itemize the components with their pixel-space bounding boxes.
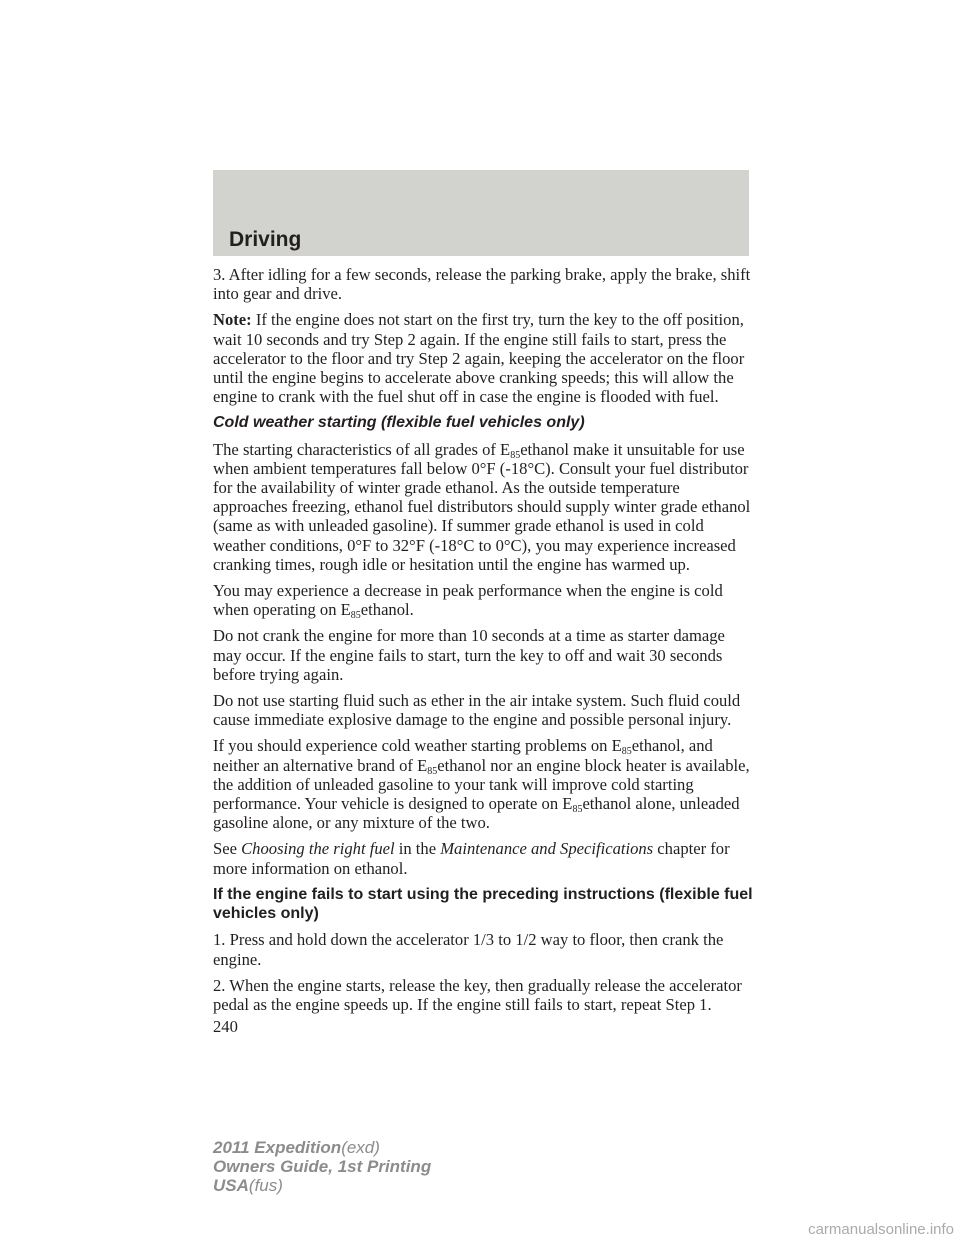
paragraph-step-2: 2. When the engine starts, release the key, then gradually release the accelerator pedal as the engine speeds up. If the engine still fails to start, repeat Step 1. xyxy=(213,975,742,1014)
footer-line-3: USA(fus) xyxy=(213,1176,283,1195)
subscript-85: 85 xyxy=(350,610,361,622)
footer-print-info xyxy=(213,1138,431,1195)
paragraph-step-1: 1. Press and hold down the accelerator 1/3 to 1/2 way to floor, then crank the engine. xyxy=(213,930,724,969)
reference-maintenance-chapter: Maintenance and Specifications xyxy=(440,839,658,859)
subscript-85: 85 xyxy=(572,804,583,816)
page-content xyxy=(213,265,753,1036)
page-number: 240 xyxy=(213,1017,238,1037)
paragraph-note xyxy=(213,310,753,406)
paragraph-cold-starting-problems: If you should experience cold weather starting problems on $E_{85}ethanol$, and neither an alternative brand of $E_{85}ethanol$ nor an engine block heater is available, the addition of unleaded gasoline to your tank will improve cold starting performance. Your vehicle is designed to operate on $E_{85}ethanol$ alone, unleaded gasoline alone, or any mixture of the two. xyxy=(213,736,750,833)
paragraph-see-reference: See Choosing the right fuel in the Maintenance and Specifications chapter for more information on ethanol. xyxy=(213,839,730,878)
heading-engine-fails: If the engine fails to start using the preceding instructions (flexible fuel vehicles only) xyxy=(213,885,753,923)
subscript-85: 85 xyxy=(510,449,521,461)
section-header-band xyxy=(213,170,749,256)
paragraph-starting-characteristics: The starting characteristics of all grades of $E_{85}ethanol$ make it unsuitable for use when ambient temperatures fall below 0°F (-18°C). Consult your fuel distributor for the availability of winter grade ethanol. As the outside temperature approaches freezing, ethanol fuel distributors should supply winter grade ethanol (same as with unleaded gasoline). If summer grade ethanol is used in cold weather conditions, 0°F to 32°F (-18°C to 0°C), you may experience increased cranking times, rough idle or hesitation until the engine has warmed up. xyxy=(213,439,751,574)
note-label: Note: xyxy=(213,310,256,330)
subscript-85: 85 xyxy=(427,765,438,777)
subscript-85: 85 xyxy=(621,746,632,758)
paragraph-crank-limit: Do not crank the engine for more than 10 seconds at a time as starter damage may occur. If the engine fails to start, turn the key to off and wait 30 seconds before trying again. xyxy=(213,626,725,684)
footer-line-2: Owners Guide, 1st Printing xyxy=(213,1157,432,1176)
paragraph-peak-performance: You may experience a decrease in peak performance when the engine is cold when operating on $E_{85}ethanol$. xyxy=(213,581,723,622)
paragraph-step-3: 3. After idling for a few seconds, release the parking brake, apply the brake, shift into gear and drive. xyxy=(213,265,751,304)
note-text: If the engine does not start on the first try, turn the key to the off position, wait 10 seconds and try Step 2 again. If the engine still fails to start, press the accelerator to the floor and try Step 2 again, keeping the accelerator on the floor until the engine begins to accelerate above cranking speeds; this will allow the engine to crank with the fuel shut off in case the engine is flooded with fuel. xyxy=(213,310,745,407)
section-title: Driving xyxy=(229,228,302,251)
reference-choosing-fuel: Choosing the right fuel xyxy=(241,839,399,859)
footer-line-1: 2011 Expedition(exd) xyxy=(213,1138,380,1157)
watermark: carmanualsonline.info xyxy=(808,1221,954,1238)
heading-cold-weather: Cold weather starting (flexible fuel vehicles only) xyxy=(213,414,585,432)
paragraph-starting-fluid: Do not use starting fluid such as ether in the air intake system. Such fluid could cause immediate explosive damage to the engine and possible personal injury. xyxy=(213,691,741,730)
